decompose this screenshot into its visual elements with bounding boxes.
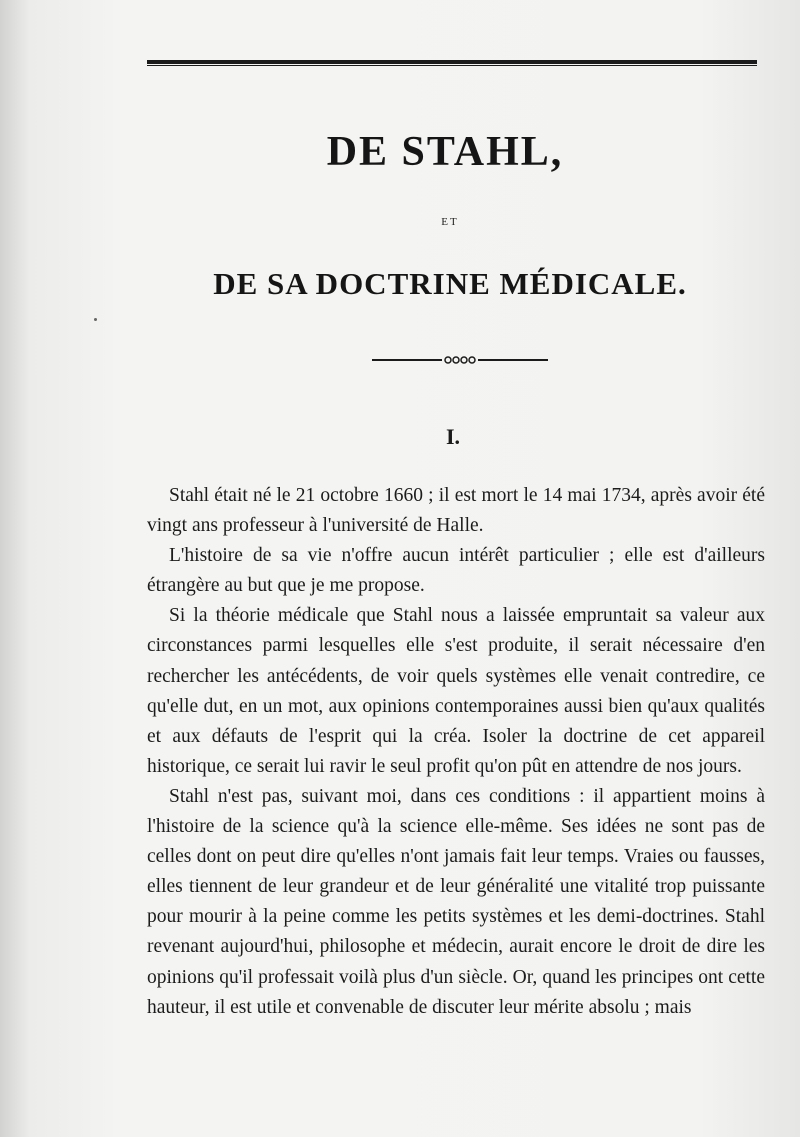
top-rule — [147, 60, 757, 66]
paragraph: Stahl n'est pas, suivant moi, dans ces conditions : il appartient moins à l'histoire de la science qu'à la science elle-même. Ses idées ne sont pas de celles dont on peut dire qu'elles n'ont jamais fait leur temps. Vraies ou fausses, elles tiennent de leur grandeur et de leur généralité une vitalité trop puissante pour mourir à la peine comme les petits systèmes et les demi-doctrines. Stahl revenant aujourd'hui, philosophe et médecin, aurait encore le droit de dire les opinions qu'il professait voilà plus d'un siècle. Or, quand les principes ont cette hauteur, il est utile et convenable de discuter leur mérite absolu ; mais — [147, 785, 765, 1018]
body-text — [147, 481, 765, 1023]
paragraph: Stahl était né le 21 octobre 1660 ; il est mort le 14 mai 1734, après avoir été vingt ans professeur à l'université de Halle. — [147, 485, 765, 537]
paragraph: L'histoire de sa vie n'offre aucun intérêt particulier ; elle est d'ailleurs étrangère au but que je me propose. — [147, 545, 765, 597]
page-title: DE STAHL, — [326, 129, 564, 175]
title-conjunction: ET — [441, 216, 459, 228]
ink-speck — [94, 318, 97, 321]
page-subtitle: DE SA DOCTRINE MÉDICALE. — [213, 266, 687, 301]
ornament-divider — [372, 354, 548, 366]
paragraph: Si la théorie médicale que Stahl nous a laissée empruntait sa valeur aux circonstances parmi lesquelles elle s'est produite, il serait nécessaire d'en rechercher les antécédents, de voir quels systèmes elle venait contredire, ce qu'elle dut, en un mot, aux opinions contemporaines aussi bien qu'aux qualités et aux défauts de l'esprit qui la créa. Isoler la doctrine de cet appareil historique, ce serait lui ravir le seul profit qu'on pût en attendre de nos jours. — [147, 605, 765, 777]
section-number: I. — [445, 424, 461, 449]
